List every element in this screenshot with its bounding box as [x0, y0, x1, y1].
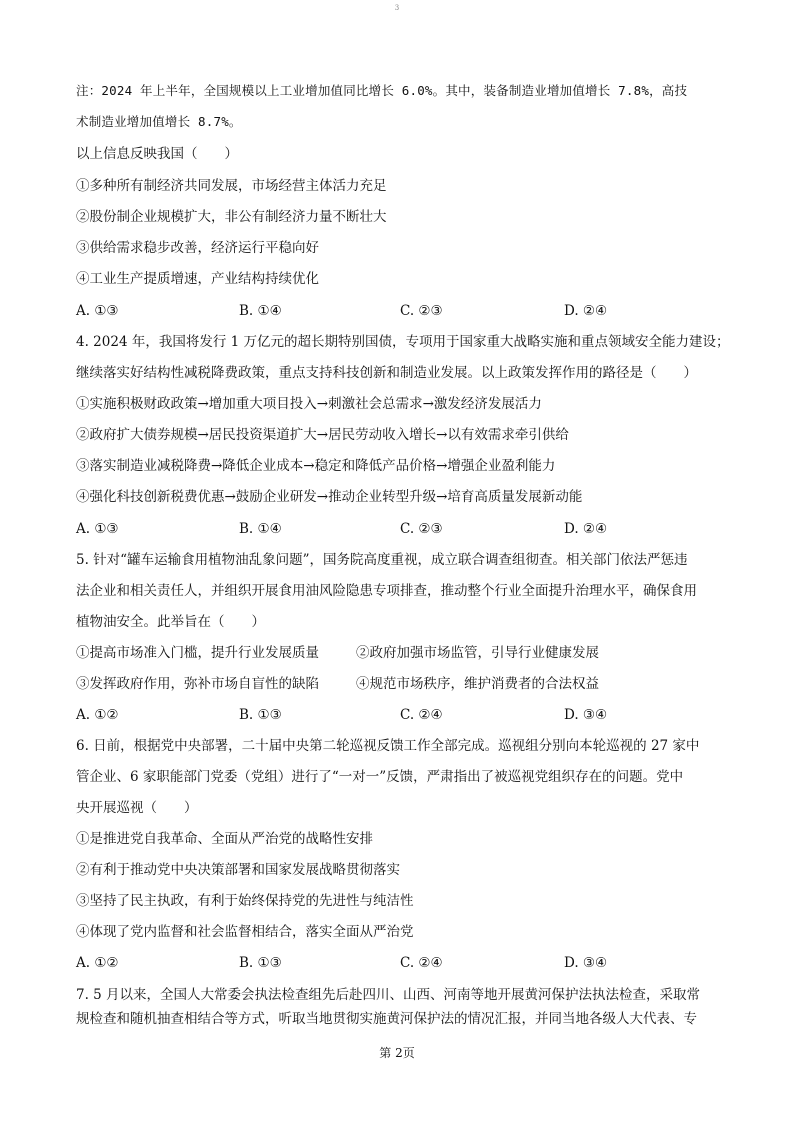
question-6-options	[76, 954, 736, 972]
question-4-item-4: ④强化科技创新税费优惠→鼓励企业研发→推动企业转型升级→培育高质量发展新动能	[76, 489, 583, 505]
option-c: C. ②③	[400, 521, 443, 537]
question-6-item-2: ②有利于推动党中央决策部署和国家发展战略贯彻落实	[76, 862, 400, 878]
question-3-item-3: ③供给需求稳步改善，经济运行平稳向好	[76, 240, 319, 256]
question-5-items-row-1	[76, 644, 736, 662]
question-3-stem: 以上信息反映我国（ ）	[76, 146, 238, 162]
question-5-item-3: ③发挥政府作用，弥补市场自盲性的缺陷	[76, 676, 319, 692]
option-a: A. ①③	[76, 303, 119, 319]
question-7-line-2: 规检查和随机抽查相结合等方式，听取当地贯彻实施黄河保护法的情况汇报，并同当地各级人大代表、专	[76, 1011, 697, 1027]
option-c: C. ②④	[400, 707, 443, 723]
question-3-item-4: ④工业生产提质增速，产业结构持续优化	[76, 271, 319, 287]
question-3-item-1: ①多种所有制经济共同发展，市场经营主体活力充足	[76, 178, 387, 194]
question-4-options	[76, 520, 736, 538]
question-6-item-4: ④体现了党内监督和社会监督相结合，落实全面从严治党	[76, 924, 414, 940]
option-a: A. ①②	[76, 707, 119, 723]
option-b: B. ①④	[239, 303, 282, 319]
question-5-item-1: ①提高市场准入门槛，提升行业发展质量	[76, 645, 319, 661]
question-3-item-2: ②股份制企业规模扩大，非公有制经济力量不断壮大	[76, 209, 387, 225]
note-line-2: 术制造业增加值增长 8.7%。	[76, 114, 242, 129]
option-c: C. ②③	[400, 303, 443, 319]
option-d: D. ②④	[564, 303, 608, 319]
question-5-options	[76, 706, 736, 724]
question-6-item-1: ①是推进党自我革命、全面从严治党的战略性安排	[76, 831, 373, 847]
option-d: D. ③④	[564, 707, 608, 723]
option-a: A. ①③	[76, 521, 119, 537]
question-4-line-2: 继续落实好结构性减税降费政策，重点支持科技创新和制造业发展。以上政策发挥作用的路径是（ ）	[76, 365, 697, 381]
option-d: D. ③④	[564, 955, 608, 971]
question-6-line-1: 6. 日前，根据党中央部署，二十届中央第二轮巡视反馈工作全部完成。巡视组分别向本轮巡视的 27 家中	[76, 738, 700, 754]
question-7-line-1: 7. 5 月以来，全国人大常委会执法检查组先后赴四川、山西、河南等地开展黄河保护法执法检查，采取常	[76, 987, 701, 1003]
question-5-line-1: 5. 针对“罐车运输食用植物油乱象问题”，国务院高度重视，成立联合调查组彻查。相关部门依法严惩违	[76, 552, 688, 568]
question-4-line-1: 4. 2024 年，我国将发行 1 万亿元的超长期特别国债，专项用于国家重大战略实施和重点领域安全能力建设；	[76, 334, 730, 350]
question-5-item-4: ④规范市场秩序，维护消费者的合法权益	[356, 676, 599, 692]
question-3-options	[76, 302, 736, 320]
option-d: D. ②④	[564, 521, 608, 537]
question-6-line-3: 央开展巡视（ ）	[76, 800, 198, 816]
question-5-line-3: 植物油安全。此举旨在（ ）	[76, 614, 265, 630]
question-4-item-1: ①实施积极财政政策→增加重大项目投入→刺激社会总需求→激发经济发展活力	[76, 396, 542, 412]
note-line-1: 注：2024 年上半年，全国规模以上工业增加值同比增长 6.0%。其中，装备制造业增加值增长 7.8%，高技	[76, 83, 688, 98]
option-b: B. ①④	[239, 521, 282, 537]
question-5-items-row-2	[76, 675, 736, 693]
option-b: B. ①③	[239, 707, 282, 723]
option-c: C. ②④	[400, 955, 443, 971]
option-a: A. ①②	[76, 955, 119, 971]
question-4-item-3: ③落实制造业减税降费→降低企业成本→稳定和降低产品价格→增强企业盈利能力	[76, 458, 556, 474]
question-5-item-2: ②政府加强市场监管，引导行业健康发展	[356, 645, 599, 661]
page-footer: 第 2页	[379, 1046, 415, 1060]
question-6-line-2: 管企业、6 家职能部门党委（党组）进行了“一对一”反馈，严肃指出了被巡视党组织存在的问题。党中	[76, 769, 684, 785]
page-mark: 3	[394, 4, 400, 12]
question-4-item-2: ②政府扩大债券规模→居民投资渠道扩大→居民劳动收入增长→以有效需求牵引供给	[76, 427, 569, 443]
question-6-item-3: ③坚持了民主执政，有利于始终保持党的先进性与纯洁性	[76, 893, 414, 909]
question-5-line-2: 法企业和相关责任人，并组织开展食用油风险隐患专项排查，推动整个行业全面提升治理水平，确保食用	[76, 583, 697, 599]
option-b: B. ①③	[239, 955, 282, 971]
